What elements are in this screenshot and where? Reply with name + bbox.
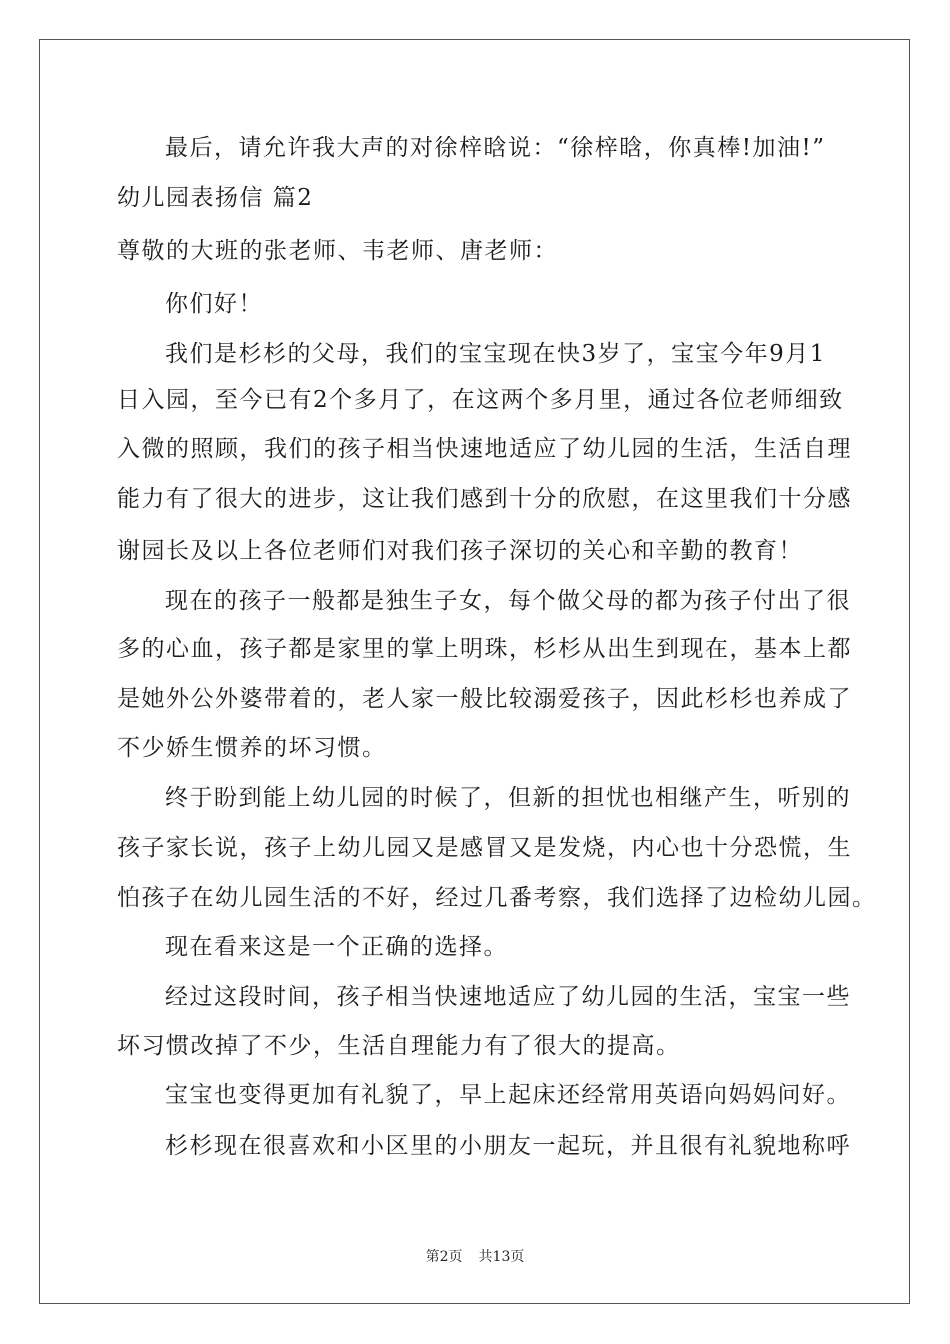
text-line: 经过这段时间，孩子相当快速地适应了幼儿园的生活，宝宝一些 bbox=[165, 984, 851, 1010]
text-line: 不少娇生惯养的坏习惯。 bbox=[117, 735, 387, 761]
page-total: 共13页 bbox=[478, 1249, 525, 1265]
text-line: 我们是杉杉的父母，我们的宝宝现在快3岁了，宝宝今年9月1 bbox=[165, 341, 826, 367]
salutation: 尊敬的大班的张老师、韦老师、唐老师： bbox=[117, 238, 558, 264]
greeting: 你们好！ bbox=[165, 291, 263, 317]
section-heading: 幼儿园表扬信 篇2 bbox=[117, 185, 314, 211]
page-number: 第2页 bbox=[425, 1249, 463, 1265]
text-line: 最后，请允许我大声的对徐梓晗说：“徐梓晗，你真棒!加油!” bbox=[165, 135, 826, 161]
text-line: 宝宝也变得更加有礼貌了，早上起床还经常用英语向妈妈问好。 bbox=[165, 1082, 851, 1108]
text-line: 多的心血，孩子都是家里的掌上明珠，杉杉从出生到现在，基本上都 bbox=[117, 636, 852, 662]
text-line: 现在的孩子一般都是独生子女，每个做父母的都为孩子付出了很 bbox=[165, 588, 851, 614]
page-footer bbox=[0, 1246, 950, 1266]
text-line: 谢园长及以上各位老师们对我们孩子深切的关心和辛勤的教育！ bbox=[117, 538, 803, 564]
text-line: 能力有了很大的进步，这让我们感到十分的欣慰，在这里我们十分感 bbox=[117, 486, 852, 512]
page-border bbox=[39, 39, 910, 1304]
text-line: 终于盼到能上幼儿园的时候了，但新的担忧也相继产生，听别的 bbox=[165, 785, 851, 811]
text-line: 坏习惯改掉了不少，生活自理能力有了很大的提高。 bbox=[117, 1033, 681, 1059]
text-line: 怕孩子在幼儿园生活的不好，经过几番考察，我们选择了边检幼儿园。 bbox=[117, 885, 877, 911]
text-line: 杉杉现在很喜欢和小区里的小朋友一起玩，并且很有礼貌地称呼 bbox=[165, 1133, 851, 1159]
text-line: 入微的照顾，我们的孩子相当快速地适应了幼儿园的生活，生活自理 bbox=[117, 436, 852, 462]
text-line: 是她外公外婆带着的，老人家一般比较溺爱孩子，因此杉杉也养成了 bbox=[117, 686, 852, 712]
text-line: 现在看来这是一个正确的选择。 bbox=[165, 934, 508, 960]
text-line: 日入园，至今已有2个多月了，在这两个多月里，通过各位老师细致 bbox=[117, 387, 844, 413]
text-line: 孩子家长说，孩子上幼儿园又是感冒又是发烧，内心也十分恐慌，生 bbox=[117, 835, 852, 861]
